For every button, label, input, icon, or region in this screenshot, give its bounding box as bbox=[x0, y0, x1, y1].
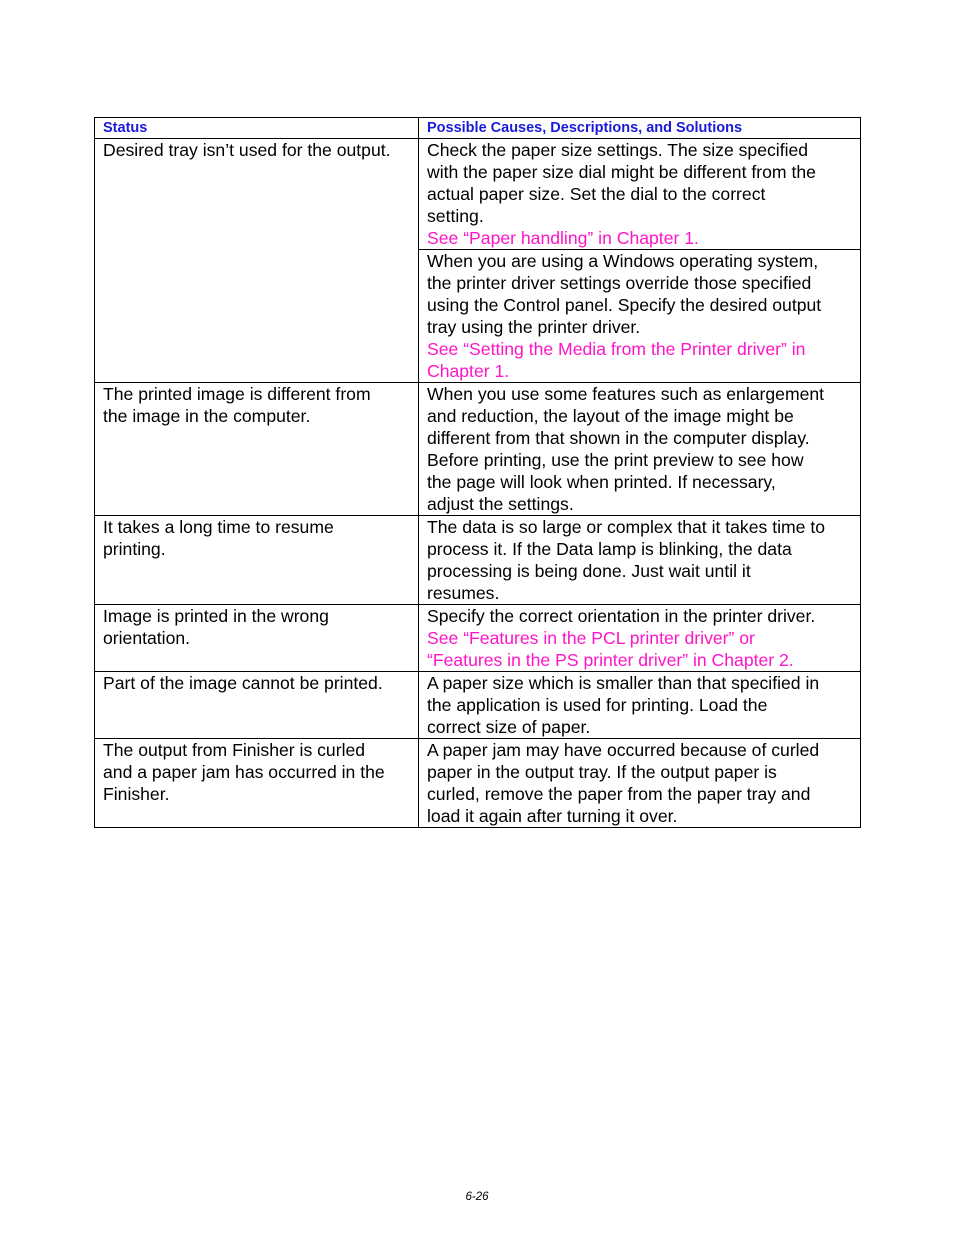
status-cell bbox=[95, 605, 419, 672]
solution-cell bbox=[419, 516, 861, 605]
solution-line: resumes. bbox=[427, 583, 500, 603]
status-text bbox=[103, 605, 412, 649]
solution-line: tray using the printer driver. bbox=[427, 317, 641, 337]
status-text bbox=[103, 739, 412, 805]
cross-reference-link[interactable]: See “Features in the PCL printer driver” or bbox=[427, 628, 755, 648]
table-row bbox=[95, 672, 861, 739]
status-cell bbox=[95, 383, 419, 516]
solution-line: different from that shown in the computer display. bbox=[427, 428, 810, 448]
solution-text bbox=[427, 139, 854, 249]
solution-line: Specify the correct orientation in the printer driver. bbox=[427, 606, 816, 626]
table-header-row bbox=[95, 118, 861, 139]
solution-text bbox=[427, 605, 854, 671]
header-status: Status bbox=[95, 118, 419, 139]
status-text bbox=[103, 383, 412, 427]
solution-line: When you are using a Windows operating system, bbox=[427, 251, 819, 271]
cross-reference-link[interactable]: “Features in the PS printer driver” in Chapter 2. bbox=[427, 650, 794, 670]
solution-line: A paper size which is smaller than that specified in bbox=[427, 673, 820, 693]
solution-line: correct size of paper. bbox=[427, 717, 591, 737]
status-line: Part of the image cannot be printed. bbox=[103, 673, 383, 693]
solution-cell bbox=[419, 139, 861, 250]
solution-line: the application is used for printing. Load the bbox=[427, 695, 768, 715]
table-row bbox=[95, 739, 861, 828]
solution-cell bbox=[419, 672, 861, 739]
solution-line: using the Control panel. Specify the desired output bbox=[427, 295, 822, 315]
solution-line: When you use some features such as enlargement bbox=[427, 384, 825, 404]
status-line: Desired tray isn’t used for the output. bbox=[103, 140, 391, 160]
status-line: The printed image is different from bbox=[103, 384, 371, 404]
cross-reference-link[interactable]: Chapter 1. bbox=[427, 361, 510, 381]
status-text bbox=[103, 672, 412, 694]
status-line: Finisher. bbox=[103, 784, 170, 804]
solution-line: processing is being done. Just wait until it bbox=[427, 561, 751, 581]
status-cell bbox=[95, 139, 419, 383]
solution-cell bbox=[419, 739, 861, 828]
status-line: the image in the computer. bbox=[103, 406, 311, 426]
status-line: printing. bbox=[103, 539, 166, 559]
solution-line: The data is so large or complex that it takes time to bbox=[427, 517, 825, 537]
table-row bbox=[95, 383, 861, 516]
table-row bbox=[95, 605, 861, 672]
header-solutions: Possible Causes, Descriptions, and Solutions bbox=[419, 118, 861, 139]
status-text bbox=[103, 139, 412, 161]
solution-line: Check the paper size settings. The size specified bbox=[427, 140, 809, 160]
solution-text bbox=[427, 516, 854, 604]
status-line: The output from Finisher is curled bbox=[103, 740, 366, 760]
solution-cell bbox=[419, 250, 861, 383]
cross-reference-link[interactable]: See “Setting the Media from the Printer driver” in bbox=[427, 339, 806, 359]
solution-line: paper in the output tray. If the output paper is bbox=[427, 762, 777, 782]
troubleshooting-table bbox=[94, 117, 861, 828]
solution-text bbox=[427, 383, 854, 515]
solution-line: setting. bbox=[427, 206, 484, 226]
solution-line: adjust the settings. bbox=[427, 494, 574, 514]
solution-line: load it again after turning it over. bbox=[427, 806, 678, 826]
solution-line: curled, remove the paper from the paper tray and bbox=[427, 784, 811, 804]
solution-cell bbox=[419, 605, 861, 672]
status-cell bbox=[95, 672, 419, 739]
solution-line: process it. If the Data lamp is blinking, the data bbox=[427, 539, 792, 559]
solution-line: with the paper size dial might be different from the bbox=[427, 162, 816, 182]
solution-line: Before printing, use the print preview to see how bbox=[427, 450, 804, 470]
solution-line: A paper jam may have occurred because of curled bbox=[427, 740, 820, 760]
status-line: orientation. bbox=[103, 628, 191, 648]
solution-line: and reduction, the layout of the image might be bbox=[427, 406, 794, 426]
table-row bbox=[95, 139, 861, 250]
solution-line: the printer driver settings override those specified bbox=[427, 273, 812, 293]
table-body bbox=[95, 139, 861, 828]
status-line: and a paper jam has occurred in the bbox=[103, 762, 385, 782]
status-cell bbox=[95, 739, 419, 828]
solution-text bbox=[427, 250, 854, 382]
page-number: 6-26 bbox=[465, 1191, 489, 1203]
cross-reference-link[interactable]: See “Paper handling” in Chapter 1. bbox=[427, 228, 699, 248]
status-text bbox=[103, 516, 412, 560]
status-line: It takes a long time to resume bbox=[103, 517, 334, 537]
solution-line: actual paper size. Set the dial to the correct bbox=[427, 184, 766, 204]
solution-cell bbox=[419, 383, 861, 516]
solution-text bbox=[427, 672, 854, 738]
table-row bbox=[95, 516, 861, 605]
status-line: Image is printed in the wrong bbox=[103, 606, 329, 626]
solution-text bbox=[427, 739, 854, 827]
solution-line: the page will look when printed. If necessary, bbox=[427, 472, 776, 492]
status-cell bbox=[95, 516, 419, 605]
